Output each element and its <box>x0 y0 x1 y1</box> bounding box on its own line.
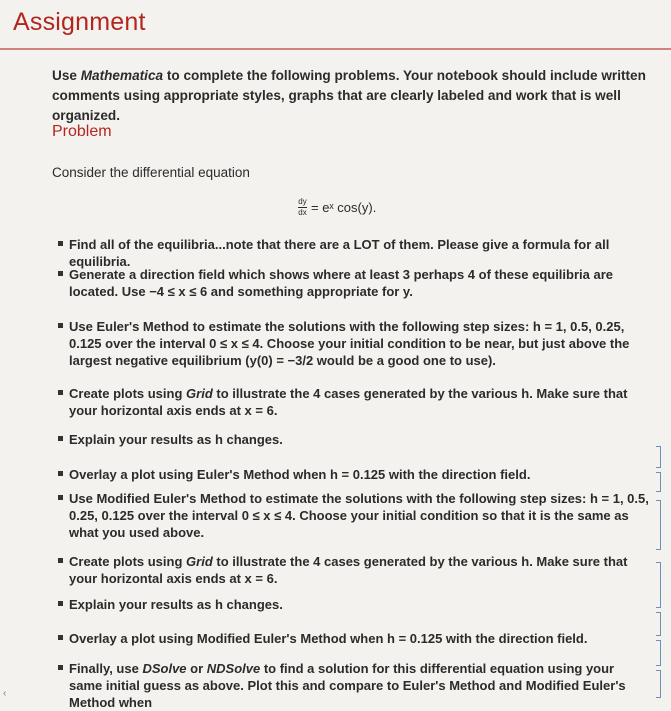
bullet-icon <box>58 665 63 670</box>
cell-bracket[interactable] <box>656 500 661 550</box>
bullet-icon <box>58 601 63 606</box>
equation-rhs: = eˣ cos(y). <box>311 200 377 215</box>
bullet-icon <box>58 495 63 500</box>
title-divider <box>0 48 671 50</box>
differential-equation <box>298 198 376 217</box>
bullet-icon <box>58 558 63 563</box>
bullet-icon <box>58 471 63 476</box>
bullet-icon <box>58 390 63 395</box>
list-item: Generate a direction field which shows where at least 3 perhaps 4 of these equilibria are located. Use −4 ≤ x ≤ 6 and something appropriate for y. <box>69 266 649 300</box>
list-item: Create plots using Grid to illustrate the 4 cases generated by the various h. Make sure that your horizontal axis ends at x = 6. <box>69 553 649 587</box>
intro-paragraph <box>52 66 652 126</box>
cell-bracket[interactable] <box>656 562 661 608</box>
list-item: Use Modified Euler's Method to estimate the solutions with the following step sizes: h = 1, 0.5, 0.25, 0.125 over the interval 0 ≤ x ≤ 4. Choose your initial condition so that it is the same as what you used above. <box>69 490 649 541</box>
list-item: Finally, use DSolve or NDSolve to find a solution for this differential equation using your same initial guess as above. Plot this and compare to Euler's Method and Modified Euler's Method when <box>69 660 649 711</box>
list-item: Explain your results as h changes. <box>69 596 649 613</box>
fraction-denominator: dx <box>298 208 307 217</box>
cell-bracket[interactable] <box>656 472 661 492</box>
bullet-icon <box>58 271 63 276</box>
cell-bracket[interactable] <box>656 446 661 468</box>
cell-bracket[interactable] <box>656 670 661 698</box>
bullet-icon <box>58 635 63 640</box>
derivative-fraction <box>298 198 307 217</box>
scroll-left-icon[interactable]: ‹ <box>3 688 7 699</box>
cell-bracket[interactable] <box>656 640 661 666</box>
bullet-icon <box>58 241 63 246</box>
consider-text: Consider the differential equation <box>52 165 250 180</box>
intro-mathematica: Mathematica <box>80 68 164 83</box>
page-title: Assignment <box>13 8 146 36</box>
list-item: Create plots using Grid to illustrate the 4 cases generated by the various h. Make sure that your horizontal axis ends at x = 6. <box>69 385 649 419</box>
intro-text-2: to complete the following problems. Your notebook should include written comments using appropriate styles, graphs that are clearly labeled and work that is well organized. <box>52 68 646 123</box>
intro-text-1: Use <box>52 68 81 83</box>
list-item: Overlay a plot using Modified Euler's Method when h = 0.125 with the direction field. <box>69 630 649 647</box>
bullet-icon <box>58 436 63 441</box>
list-item: Explain your results as h changes. <box>69 431 649 448</box>
fraction-numerator: dy <box>298 197 307 206</box>
bullet-icon <box>58 323 63 328</box>
problem-heading: Problem <box>52 123 112 140</box>
list-item: Overlay a plot using Euler's Method when h = 0.125 with the direction field. <box>69 466 649 483</box>
list-item: Use Euler's Method to estimate the solutions with the following step sizes: h = 1, 0.5, 0.25, 0.125 over the interval 0 ≤ x ≤ 4. Choose your initial condition to be near, but just above the largest negative equilibrium (y(0) = −3/2 would be a good one to use). <box>69 318 649 369</box>
cell-bracket[interactable] <box>656 612 661 636</box>
list-item: Find all of the equilibria...note that there are a LOT of them. Please give a formula for all equilibria. <box>69 236 649 270</box>
